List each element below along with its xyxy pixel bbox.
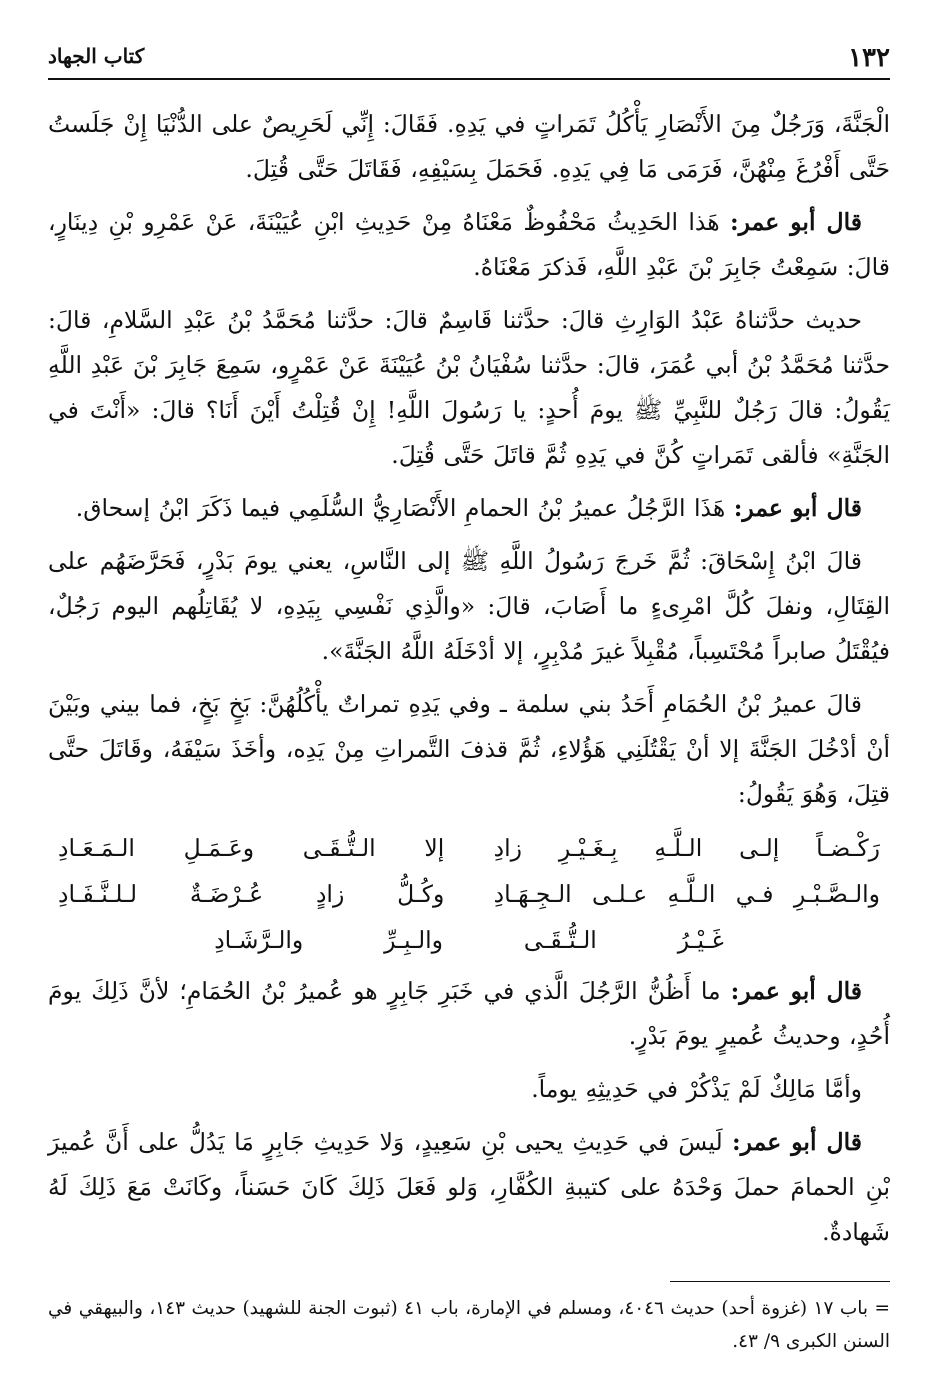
paragraph-text: قالَ ابْنُ إِسْحَاقَ: ثُمَّ خَرجَ رَسُولُ اللَّهِ ﷺ إلى النَّاسِ، يعني يومَ بَدْرٍ، فَحَرَّضَهُم على القِتَالِ، ونفلَ كُلَّ امْرِىءٍ ما أَصَابَ، قالَ: «والَّذِي نَفْسِي بِيَدِهِ، لا يُقَاتِلُهم اليوم رَجُلٌ، فيُقْتَلُ صابراً مُحْتَسِباً، مُقْبِلاً غيرَ مُدْبِرٍ، إلا أدْخَلَهُ اللَّهُ الجَنَّةَ».: [48, 547, 890, 665]
paragraph-text: وأمَّا مَالِكٌ لَمْ يَذْكُرْ في حَدِيثِهِ يوماً.: [531, 1075, 862, 1103]
paragraph: [48, 102, 890, 192]
page: [48, 38, 890, 1358]
paragraph-text: حديث حدَّثناهُ عَبْدُ الوَارِثِ قالَ: حدَّثنا قَاسِمٌ قالَ: حدَّثنا مُحَمَّدُ بْنُ عَبْدِ السَّلامِ، قالَ: حدَّثنا مُحَمَّدُ بْنُ أبي عُمَرَ، قالَ: حدَّثنا سُفْيَانُ بْنُ عُيَيْنَةَ عَنْ عَمْرٍو، سَمِعَ جَابِرَ بْنَ عَبْدِ اللَّهِ يَقُولُ: قالَ رَجُلٌ للنَّبِيِّ ﷺ يومَ أُحدٍ: يا رَسُولَ اللَّهِ! إِنْ قُتِلْتُ أَيْنَ أَنَا؟ قالَ: «أَنْتَ في الجَنَّةِ» فألقى تَمَراتٍ كُنَّ في يَدِهِ ثُمَّ قاتَلَ حَتَّى قُتِلَ.: [48, 306, 890, 469]
footnote-divider: [670, 1281, 890, 1282]
poem: [48, 825, 890, 963]
poem-verse: [58, 871, 880, 917]
body-text: [48, 102, 890, 1255]
verse-second-hemistich: وكُـلُّ زادٍ عُـرْضَـةٌ لـلـنَّـفَـادِ: [58, 880, 445, 908]
paragraph: [48, 200, 890, 290]
paragraph: [48, 1067, 890, 1112]
verse-first-hemistich: رَكْـضـاً إلـى الـلَّـهِ بِـغَـيْـرِ زادِ: [493, 834, 880, 862]
verse-first-hemistich: والـصَّـبْـرِ فـي الـلَّـهِ عـلـى الـجِـهَـادِ: [493, 880, 880, 908]
speaker-label: قال أبو عمر:: [731, 1128, 862, 1156]
paragraph: [48, 1120, 890, 1255]
page-header: [48, 38, 890, 80]
speaker-label: قال أبو عمر:: [730, 977, 862, 1005]
paragraph-text: قالَ عميرُ بْنُ الحُمَامِ أَحَدُ بني سلمة ـ وفي يَدِهِ تمراتٌ يأْكُلُهُنَّ: بَخٍ بَخٍ، فما بيني وبَيْنَ أنْ أدْخُلَ الجَنَّةَ إلا أنْ يَقْتُلَنِي هَؤُلاءِ، ثُمَّ قذفَ التَّمراتِ مِنْ يَدِه، وأخَذَ سَيْفَهُ، وقَاتَلَ حتَّى قتِلَ، وَهُوَ يَقُولُ:: [48, 690, 890, 808]
paragraph: [48, 539, 890, 674]
speaker-label: قال أبو عمر:: [729, 208, 862, 236]
paragraph-text: هَذا الحَدِيثُ مَحْفُوظٌ مَعْنَاهُ مِنْ حَدِيثِ ابْنِ عُيَيْنَةَ، عَنْ عَمْرِو بْنِ دِينَارٍ، قالَ: سَمِعْتُ جَابِرَ بْنَ عَبْدِ اللَّهِ، فَذكرَ مَعْنَاهُ.: [48, 208, 890, 281]
speaker-label: قال أبو عمر:: [733, 494, 862, 522]
paragraph: [48, 298, 890, 478]
paragraph: [48, 486, 890, 531]
paragraph: [48, 682, 890, 817]
verse-second-hemistich: إلا الـتُّـقَـى وعَـمَـلِ الـمَـعَـادِ: [58, 834, 445, 862]
verse-single-line: غَـيْـرُ الـتُّـقَـى والـبِـرِّ والـرَّشَـادِ: [214, 926, 724, 954]
paragraph-text: الْجَنَّةَ، وَرَجُلٌ مِنَ الأَنْصَارِ يَأْكُلُ تَمَراتٍ في يَدِهِ. فَقَالَ: إِنِّي لَحَرِيصٌ على الدُّنْيَا إِنْ جَلَستُ حَتَّى أَفْرُغَ مِنْهُنَّ، فَرَمَى مَا فِي يَدِهِ. فَحَمَلَ بِسَيْفِهِ، فَقَاتَلَ حَتَّى قُتِلَ.: [48, 110, 890, 183]
paragraph: [48, 969, 890, 1059]
poem-verse: [58, 917, 880, 963]
paragraph-text: لَيسَ في حَدِيثِ يحيى بْنِ سَعِيدٍ، وَلا حَدِيثِ جَابِرٍ مَا يَدُلُّ على أَنَّ عُميرَ بْنِ الحمامَ حملَ وَحْدَهُ على كتيبةِ الكُفَّارِ، وَلو فَعَلَ ذَلِكَ كَانَ حَسَناً، وكَانَتْ مَعَ ذَلِكَ لَهُ شَهادةٌ.: [48, 1128, 890, 1246]
book-title: كتاب الجهاد: [48, 44, 145, 68]
page-number: ١٣٢: [848, 43, 890, 73]
paragraph-text: هَذَا الرَّجُلُ عميرُ بْنُ الحمامِ الأَنْصَارِيُّ السُّلَمِي فيما ذَكَرَ ابْنُ إسحاق.: [75, 494, 726, 522]
paragraph-text: ما أَظُنُّ الرَّجُلَ الَّذي في خَبَرِ جَابِرٍ هو عُميرُ بْنُ الحُمَامِ؛ لأنَّ ذَلِكَ يومَ أُحُدٍ، وحديثُ عُميرٍ يومَ بَدْرٍ.: [48, 977, 890, 1050]
footnote: = باب ١٧ (غزوة أحد) حديث ٤٠٤٦، ومسلم في الإمارة، باب ٤١ (ثبوت الجنة للشهيد) حديث ١٤٣، والبيهقي في السنن الكبرى ٩/ ٤٣.: [48, 1298, 891, 1352]
poem-verse: [58, 825, 880, 871]
